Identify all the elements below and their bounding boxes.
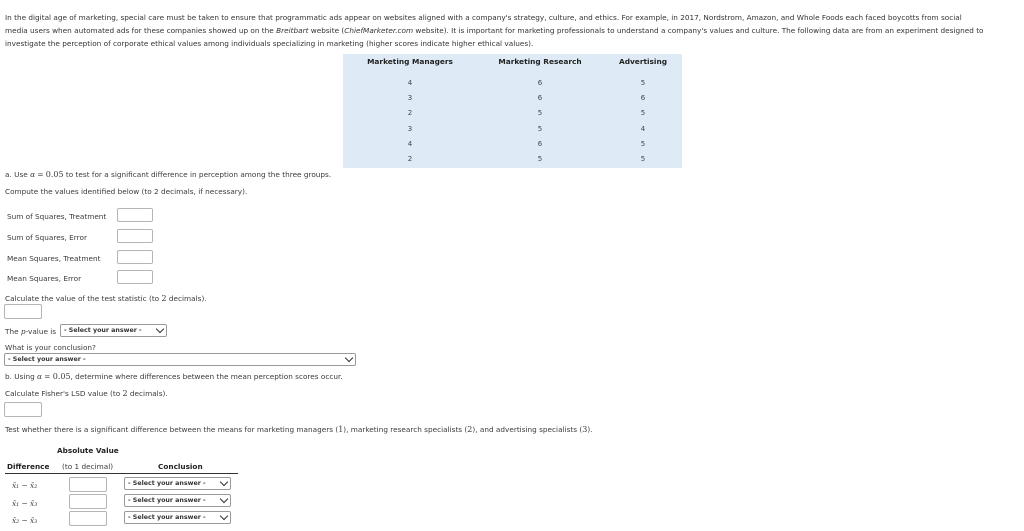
table-cell-research: 6: [537, 140, 543, 148]
table-cell-advertising: 5: [640, 155, 646, 163]
header-advertising: Advertising: [618, 57, 668, 66]
table-cell-managers: 4: [407, 79, 413, 87]
ms-treatment-input[interactable]: [117, 250, 153, 264]
header-managers: Marketing Managers: [367, 57, 453, 66]
table-cell-research: 6: [537, 94, 543, 102]
intro-line-3: investigate the perception of corporate ethical values among individuals specializing in marketing (higher scores indicate higher ethical values).: [5, 39, 534, 48]
diff-1-3-conclusion-select[interactable]: - Select your answer -: [124, 494, 231, 507]
table-cell-managers: 3: [407, 125, 413, 133]
table-cell-advertising: 5: [640, 140, 646, 148]
chevron-down-icon: [156, 325, 164, 333]
chevron-down-icon: [220, 512, 228, 520]
pairwise-test-prompt: Test whether there is a significant difference between the means for marketing managers (1), marketing research specialists (2), and advertising specialists (3).: [5, 425, 593, 434]
site-name: Breitbart: [276, 26, 309, 35]
site-url: ChiefMarketer.com: [344, 26, 414, 35]
table-cell-managers: 2: [407, 155, 413, 163]
table-cell-research: 6: [537, 79, 543, 87]
ss-error-input[interactable]: [117, 229, 153, 243]
intro-paragraph: [5, 11, 1019, 50]
ms-error-label: Mean Squares, Error: [7, 274, 82, 283]
table-cell-research: 5: [537, 125, 543, 133]
ss-error-label: Sum of Squares, Error: [7, 233, 87, 242]
diff-label-1-3: x̄₁ − x̄₃: [12, 499, 38, 508]
chevron-down-icon: [220, 495, 228, 503]
table-cell-advertising: 5: [640, 109, 646, 117]
diff-2-3-input[interactable]: [69, 511, 107, 526]
conclusion-prompt: What is your conclusion?: [5, 343, 96, 352]
test-statistic-input[interactable]: [4, 304, 42, 319]
conclusion-select[interactable]: - Select your answer -: [4, 353, 356, 366]
table-cell-advertising: 4: [640, 125, 646, 133]
ms-error-input[interactable]: [117, 270, 153, 284]
diff-label-2-3: x̄₂ − x̄₃: [12, 516, 38, 525]
table-cell-managers: 3: [407, 94, 413, 102]
compute-prompt: Compute the values identified below (to 2 decimals, if necessary).: [5, 187, 248, 196]
diff-1-3-input[interactable]: [69, 494, 107, 509]
diff-label-1-2: x̄₁ − x̄₂: [12, 481, 38, 490]
chevron-down-icon: [220, 478, 228, 486]
header-research: Marketing Research: [498, 57, 582, 66]
table-cell-managers: 2: [407, 109, 413, 117]
col-absolute-value: Absolute Value: [57, 446, 119, 455]
diff-1-2-input[interactable]: [69, 477, 107, 492]
ss-treatment-input[interactable]: [117, 208, 153, 222]
chevron-down-icon: [345, 354, 353, 362]
part-b-prompt: b. Using α = 0.05, determine where differences between the mean perception scores occur.: [5, 372, 343, 381]
ss-treatment-label: Sum of Squares, Treatment: [7, 212, 107, 221]
table-cell-research: 5: [537, 155, 543, 163]
diff-2-3-conclusion-select[interactable]: - Select your answer -: [124, 511, 231, 524]
part-a-prompt: a. Use α = 0.05 to test for a significant difference in perception among the three groups.: [5, 170, 332, 179]
col-difference: Difference: [7, 462, 50, 471]
data-table: [343, 54, 682, 168]
pvalue-select[interactable]: - Select your answer -: [60, 324, 167, 337]
diff-1-2-conclusion-select[interactable]: - Select your answer -: [124, 477, 231, 490]
test-statistic-prompt: Calculate the value of the test statistic (to 2 decimals).: [5, 294, 207, 303]
pvalue-label: The p-value is: [5, 327, 57, 336]
col-conclusion: Conclusion: [158, 462, 203, 471]
table-cell-managers: 4: [407, 140, 413, 148]
table-header-rule: [5, 473, 238, 474]
table-cell-research: 5: [537, 109, 543, 117]
lsd-prompt: Calculate Fisher's LSD value (to 2 decimals).: [5, 389, 168, 398]
intro-line-2: media users when automated ads for these companies showed up on the Breitbart website (ChiefMarketer.com website). It is important for marketing professionals to understand a company's values and culture. The following data are from an experiment designed to: [5, 26, 984, 35]
ms-treatment-label: Mean Squares, Treatment: [7, 254, 101, 263]
table-cell-advertising: 6: [640, 94, 646, 102]
intro-line-1: In the digital age of marketing, special care must be taken to ensure that programmatic ads appear on websites aligned with a company's strategy, culture, and ethics. For example, in 2017, Nordstrom, Amazon, and Whole Foods each faced boycotts from social: [5, 13, 962, 22]
table-cell-advertising: 5: [640, 79, 646, 87]
col-decimal-note: (to 1 decimal): [62, 462, 114, 471]
lsd-input[interactable]: [4, 402, 42, 417]
